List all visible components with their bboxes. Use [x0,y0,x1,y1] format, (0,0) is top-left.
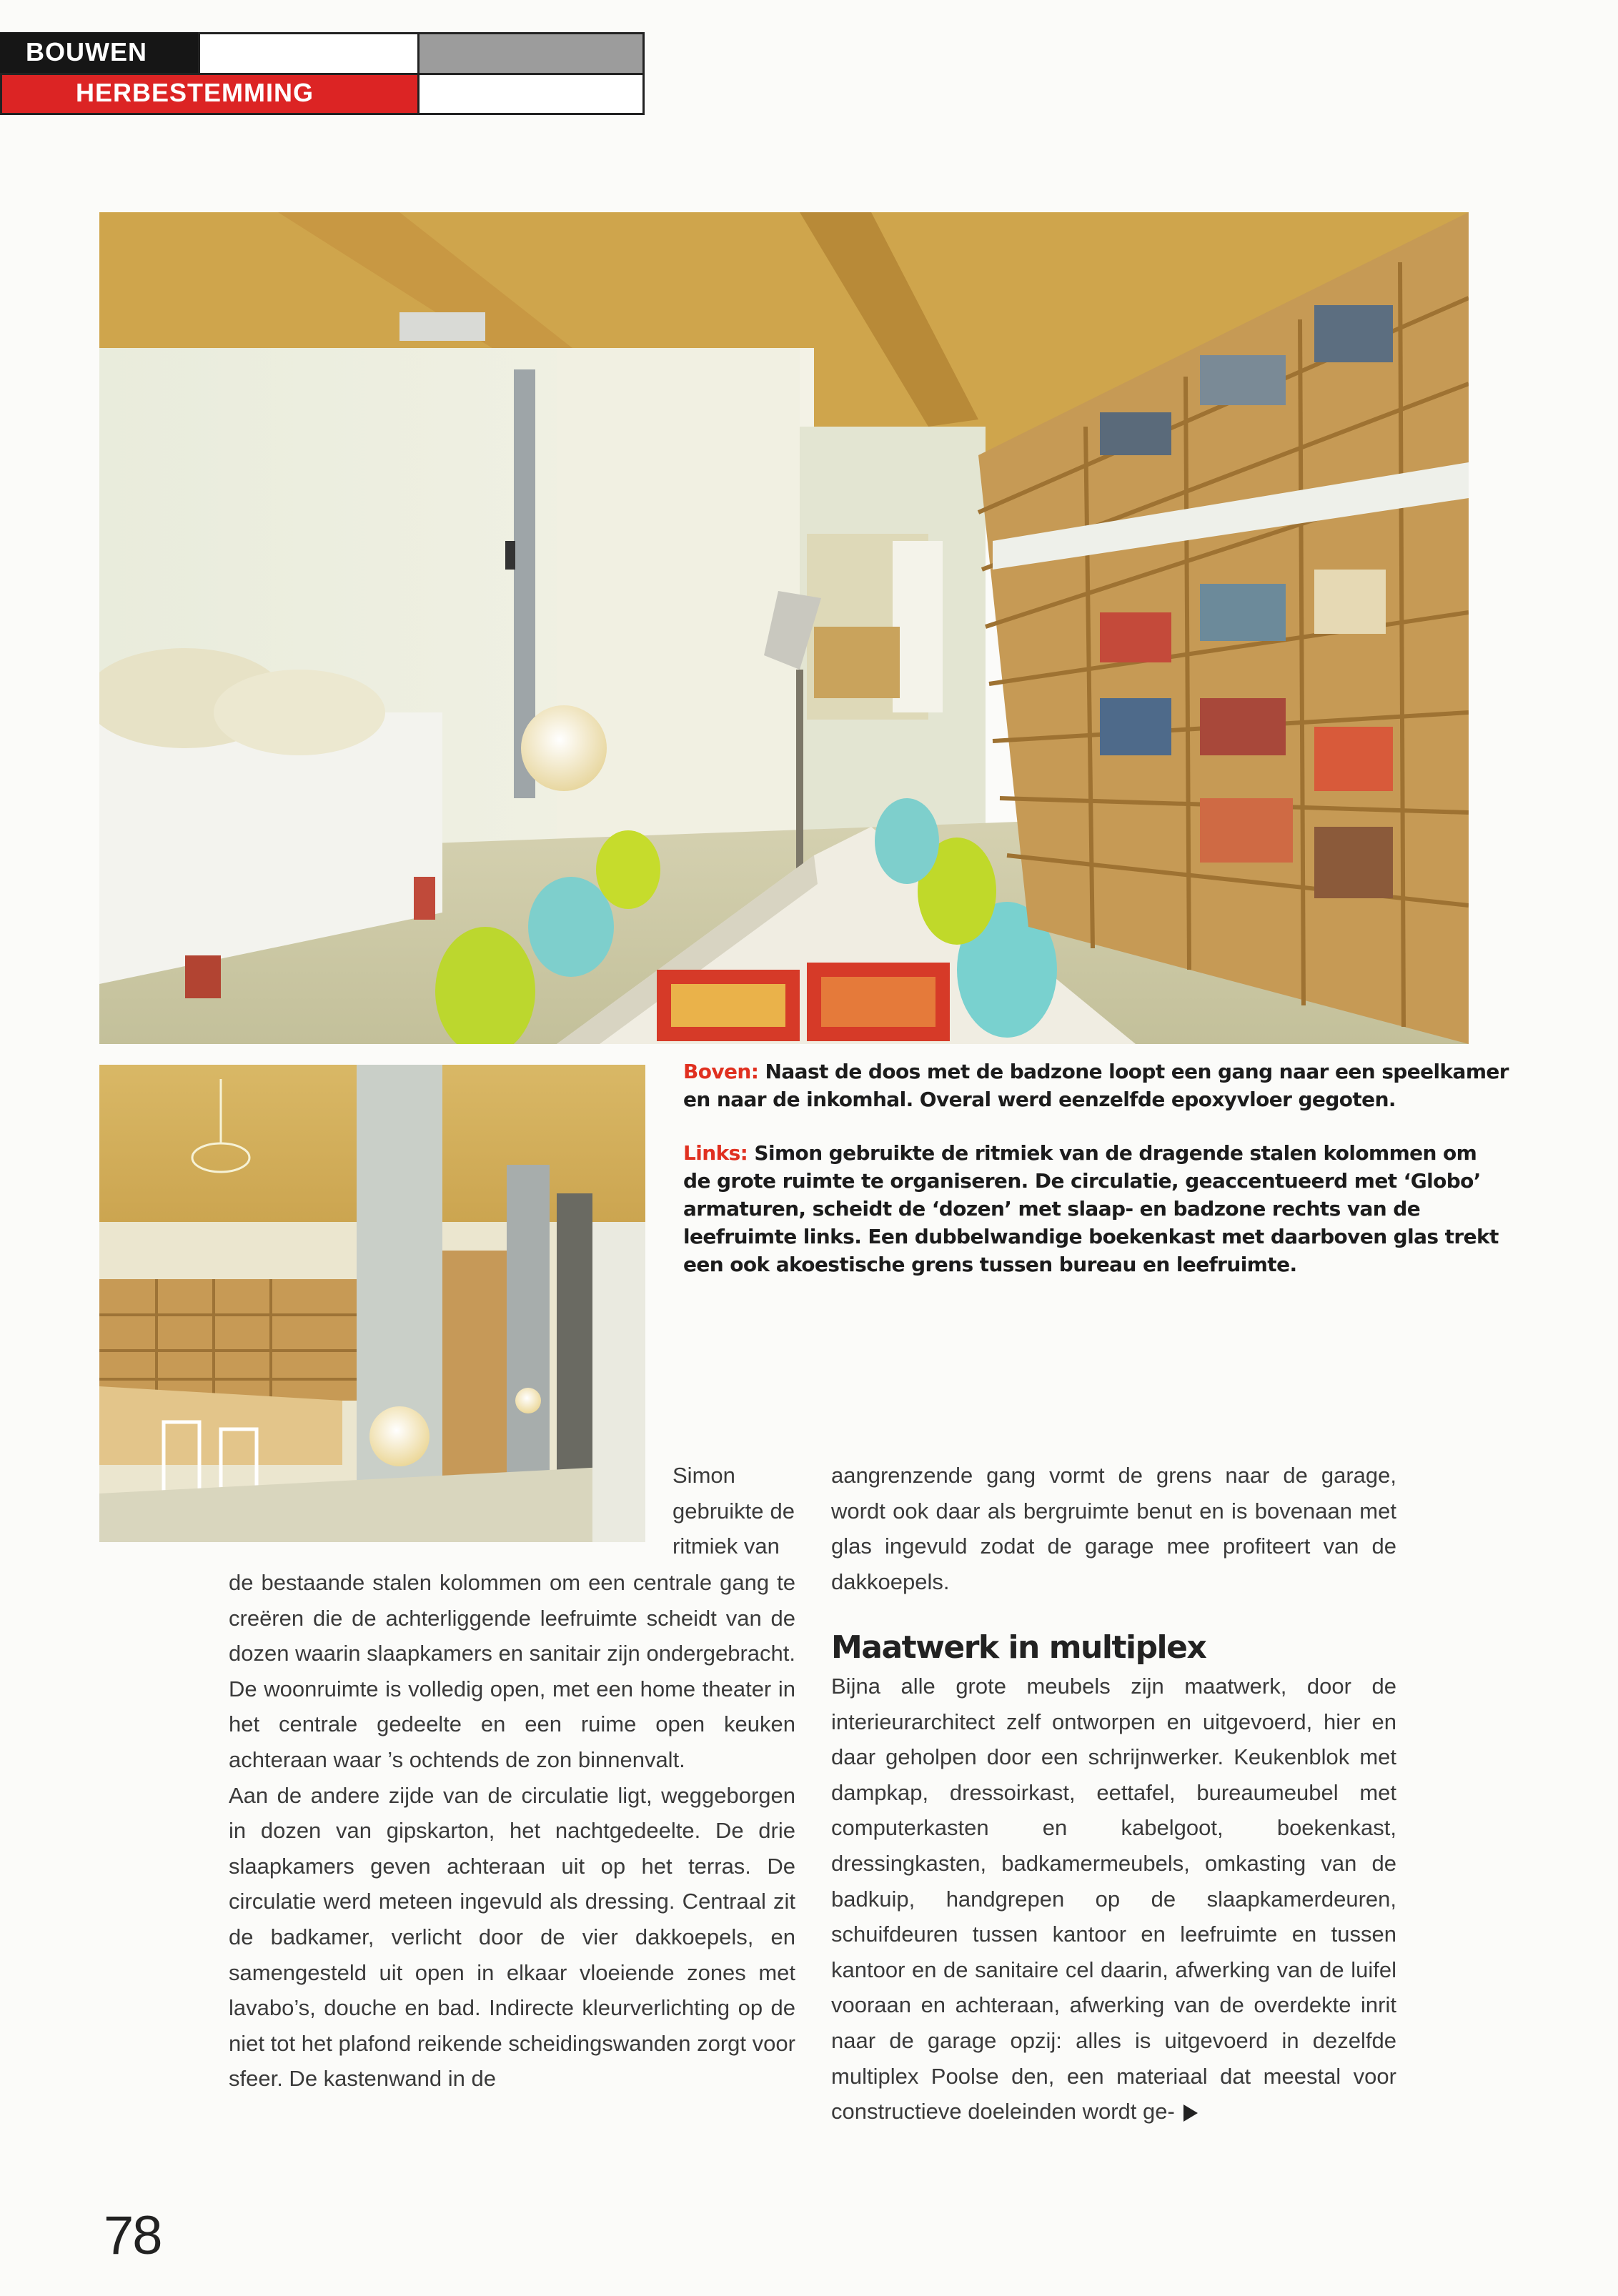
section-header [0,32,645,115]
body-paragraph: aangrenzende gang vormt de grens naar de garage, wordt ook daar als bergruimte benut en is bovenaan met glas ingevuld zodat de garage mee profiteert van de dakkoepels. [831,1463,1396,1594]
caption-top-photo [683,1058,1509,1113]
header-grey-cell [417,32,645,75]
caption-text-boven: Naast de doos met de badzone loopt een gang naar een speelkamer en naar de inkomhal. Overal werd eenzelfde epoxyvloer gegoten. [683,1060,1509,1111]
section-subheading: Maatwerk in multiplex [831,1629,1206,1666]
body-column-1 [229,1565,795,2097]
caption-text-links: Simon gebruikte de ritmiek van de dragende stalen kolommen om de grote ruimte te organiseren. De circulatie, geaccentueerd met ‘Globo’ armaturen, scheidt de ‘dozen’ met slaap- en badzone rechts van de leefruimte links. Een dubbelwandige boekenkast met daarboven glas trekt een ook akoestische grens tussen bureau en leefruimte. [683,1141,1499,1276]
body-col1-wrap-text: Simon gebruikte de ritmiek van [672,1463,795,1559]
photo-living-bookcase-image [99,212,1469,1044]
body-paragraph: de bestaande stalen kolommen om een centrale gang te creëren die de achterliggende leefruimte scheidt van de dozen waarin slaapkamers en sanitair zijn ondergebracht. De woonruimte is volledig open, met een home theater in het centrale gedeelte en een ruime open keuken achteraan waar ’s ochtends de zon binnenvalt. [229,1570,795,1772]
header-empty-cell [198,32,420,75]
header-empty-cell-2 [417,73,645,115]
section-label: BOUWEN [26,37,147,66]
body-column-2 [831,1669,1396,2129]
caption-left-photo [683,1139,1509,1278]
caption-label-boven: Boven: [683,1060,759,1083]
subsection-label: HERBESTEMMING [76,78,314,107]
continue-arrow-icon [1183,2104,1198,2122]
caption-label-links: Links: [683,1141,748,1165]
page-number: 78 [104,2205,162,2266]
body-paragraph: Aan de andere zijde van de circulatie ligt, weggeborgen in dozen van gipskarton, het nachtgedeelte. De drie slaapkamers geven achteraan uit op het terras. De circulatie werd meteen ingevuld als dressing. Centraal zit de badkamer, verlicht door de vier dakkoepels, en samengesteld uit open in elkaar vloeiende zones met lavabo’s, douche en bad. Indirecte kleurverlichting op de niet tot het plafond reikende scheidingswanden zorgt voor sfeer. De kastenwand in de [229,1782,795,2092]
photo-office-column-image [99,1065,645,1542]
photo-office-column [99,1065,645,1542]
body-paragraph: Bijna alle grote meubels zijn maatwerk, door de interieurarchitect zelf ontworpen en uitgevoerd, hier en daar geholpen door een schrijnwerker. Keukenblok met dampkap, dressoirkast, eettafel, bureaumeubel met computerkasten en kabelgoot, boekenkast, dressingkasten, badkamermeubels, omkasting van de badkuip, handgrepen op de slaapkamerdeuren, schuifdeuren tussen kantoor en leefruimte en tussen kantoor en de sanitaire cel daarin, afwerking van de luifel vooraan en achteraan, afwerking van de overdekte inrit naar de garage opzij: alles is uitgevoerd in dezelfde multiplex Poolse den, een materiaal dat meestal voor constructieve doeleinden wordt ge- [831,1674,1396,2124]
body-column-2-intro [831,1458,1396,1599]
photo-living-bookcase [99,212,1469,1044]
